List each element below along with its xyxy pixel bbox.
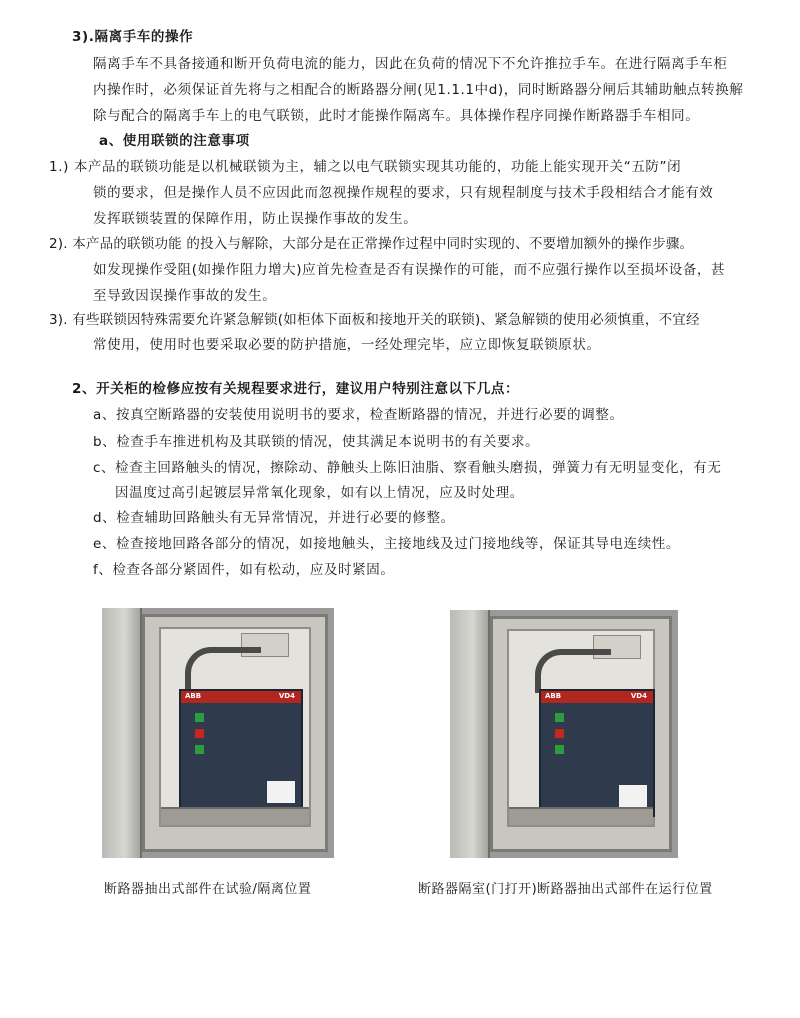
circuit-breaker — [539, 689, 655, 817]
section-heading: 3).隔离手车的操作 — [72, 29, 194, 45]
brand-label: ABB — [545, 692, 562, 700]
section-heading: 2、开关柜的检修应按有关规程要求进行，建议用户特别注意以下几点： — [72, 381, 520, 397]
cabinet-photo-service-position — [450, 610, 678, 858]
cabinet-door — [102, 608, 142, 858]
cable-conduit — [535, 649, 611, 693]
list-item-line: b、检查手车推进机构及其联锁的情况，使其满足本说明书的有关要求。 — [93, 434, 540, 450]
model-label: VD4 — [630, 692, 647, 700]
cabinet-door — [450, 610, 490, 858]
list-item-line: c、检查主回路触头的情况，擦除动、静触头上陈旧油脂、察看触头磨损，弹簧力有无明显变化，有无 — [93, 460, 722, 476]
truck-rail — [509, 807, 653, 825]
breaker-compartment — [159, 627, 311, 827]
cable-conduit — [185, 647, 261, 693]
list-item-line: 至导致因误操作事故的发生。 — [93, 288, 277, 304]
open-button-icon — [555, 729, 564, 738]
figure-caption: 断路器隔室(门打开)断路器抽出式部件在运行位置 — [418, 882, 713, 897]
circuit-breaker — [179, 689, 303, 813]
list-item-line: d、检查辅助回路触头有无异常情况，并进行必要的修整。 — [93, 510, 455, 526]
sub-heading: a、使用联锁的注意事项 — [99, 133, 250, 149]
paragraph-line: 隔离手车不具备接通和断开负荷电流的能力，因此在负荷的情况下不允许推拉手车。在进行隔离手车柜 — [93, 56, 728, 72]
model-label: VD4 — [278, 692, 295, 700]
list-item-line: 1.) 本产品的联锁功能是以机械联锁为主，辅之以电气联锁实现其功能的，功能上能实现开关“五防”闭 — [49, 159, 682, 175]
truck-rail — [161, 807, 309, 825]
rating-plate — [619, 785, 647, 807]
list-item-line: 常使用，使用时也要采取必要的防护措施，一经处理完毕，应立即恢复联锁原状。 — [93, 337, 601, 353]
list-item-line: 3). 有些联锁因特殊需要允许紧急解锁(如柜体下面板和接地开关的联锁)、紧急解锁的使用必须慎重，不宜经 — [49, 312, 700, 328]
indicator-icon — [195, 745, 204, 754]
list-item-line: e、检查接地回路各部分的情况，如接地触头，主接地线及过门接地线等，保证其导电连续性。 — [93, 536, 681, 552]
indicator-icon — [555, 745, 564, 754]
list-item-line: 发挥联锁装置的保障作用，防止误操作事故的发生。 — [93, 211, 418, 227]
cabinet-frame — [142, 614, 328, 852]
breaker-header — [181, 691, 301, 703]
close-button-icon — [555, 713, 564, 722]
rating-plate — [267, 781, 295, 803]
cabinet-photo-test-position — [102, 608, 334, 858]
breaker-compartment — [507, 629, 655, 827]
list-item-line: f、检查各部分紧固件，如有松动，应及时紧固。 — [93, 562, 395, 578]
paragraph-line: 除与配合的隔离手车上的电气联锁，此时才能操作隔离车。具体操作程序同操作断路器手车相同。 — [93, 108, 700, 124]
figure-caption: 断路器抽出式部件在试验/隔离位置 — [104, 882, 312, 897]
close-button-icon — [195, 713, 204, 722]
brand-label: ABB — [185, 692, 202, 700]
list-item-line: a、按真空断路器的安装使用说明书的要求，检查断路器的情况，并进行必要的调整。 — [93, 407, 624, 423]
paragraph-line: 内操作时，必须保证首先将与之相配合的断路器分闸(见1.1.1中d)，同时断路器分闸后其辅助触点转换解 — [93, 82, 744, 98]
list-item-line: 2). 本产品的联锁功能 的投入与解除，大部分是在正常操作过程中同时实现的、不要增加额外的操作步骤。 — [49, 236, 694, 252]
list-item-line: 如发现操作受阻(如操作阻力增大)应首先检查是否有误操作的可能，而不应强行操作以至损坏设备，甚 — [93, 262, 726, 278]
cabinet-frame — [490, 616, 672, 852]
list-item-line: 因温度过高引起镀层异常氧化现象，如有以上情况，应及时处理。 — [115, 485, 524, 501]
open-button-icon — [195, 729, 204, 738]
list-item-line: 锁的要求，但是操作人员不应因此而忽视操作规程的要求，只有规程制度与技术手段相结合才能有效 — [93, 185, 714, 201]
breaker-header — [541, 691, 653, 703]
